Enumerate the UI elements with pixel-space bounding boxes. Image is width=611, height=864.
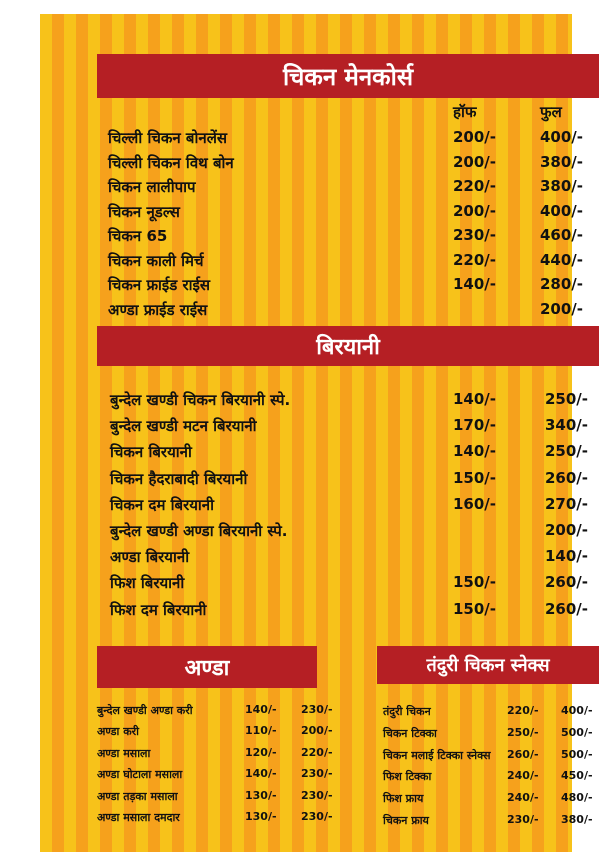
menu-item-half-price: 230/- (507, 813, 539, 826)
menu-item-full-price: 400/- (540, 128, 584, 146)
menu-item-half-price: 170/- (453, 416, 497, 435)
menu-item-half-price: 250/- (507, 725, 539, 739)
menu-item-half-price: 130/- (245, 810, 277, 823)
menu-item-full-price: 230/- (301, 703, 333, 716)
menu-item-full-price: 500/- (561, 725, 593, 739)
menu-item-name: बुन्देल खण्डी अण्डा बिरयानी स्पे. (110, 522, 288, 540)
section-title-biryani: बिरयानी (97, 326, 599, 366)
menu-item-full-price: 260/- (545, 468, 589, 487)
menu-item-full-price: 250/- (545, 390, 589, 408)
menu-item-name: तंदुरी चिकन (383, 705, 431, 718)
menu-item-name: चिकन हैदराबादी बिरयानी (110, 469, 248, 488)
menu-item-name: फिश फ्राय (383, 792, 424, 806)
menu-item-name: चिल्ली चिकन बोनलेंस (108, 129, 228, 147)
menu-item-full-price: 200/- (540, 299, 584, 318)
menu-item-name: बुन्देल खण्डी अण्डा करी (97, 704, 193, 717)
menu-item-full-price: 140/- (545, 547, 589, 566)
menu-item-half-price: 200/- (453, 201, 497, 220)
menu-item-full-price: 280/- (540, 275, 584, 293)
menu-item-name: फिश बिरयानी (110, 574, 185, 593)
menu-item-half-price: 160/- (453, 494, 497, 513)
menu-item-half-price: 140/- (453, 390, 497, 408)
menu-item-half-price: 240/- (507, 769, 539, 783)
menu-board (40, 14, 593, 852)
menu-item-half-price: 150/- (453, 599, 497, 618)
menu-item-name: चिकन बिरयानी (110, 443, 192, 462)
menu-item-name: अण्डा तड़का मसाला (97, 789, 178, 803)
menu-item-full-price: 200/- (301, 724, 333, 738)
menu-item-full-price: 480/- (561, 791, 593, 805)
menu-item-full-price: 380/- (540, 152, 584, 171)
menu-item-half-price: 200/- (453, 128, 497, 146)
menu-item-half-price: 260/- (507, 747, 539, 761)
menu-item-full-price: 260/- (545, 599, 589, 618)
menu-item-full-price: 270/- (545, 494, 589, 513)
column-header-full: फुल (540, 103, 562, 121)
menu-item-full-price: 450/- (561, 769, 593, 783)
menu-item-half-price: 220/- (453, 177, 497, 195)
menu-item-full-price: 230/- (301, 788, 333, 802)
menu-item-name: बुन्देल खण्डी मटन बिरयानी (110, 417, 257, 436)
menu-item-half-price: 130/- (245, 788, 277, 802)
menu-item-name: बुन्देल खण्डी चिकन बिरयानी स्पे. (110, 391, 291, 409)
menu-item-half-price: 140/- (453, 275, 497, 293)
menu-item-full-price: 260/- (545, 573, 589, 592)
menu-item-name: चिकन मलाई टिक्का स्नेक्स (383, 748, 491, 762)
column-header-half: हॉफ (453, 103, 477, 121)
menu-item-name: चिकन 65 (108, 227, 168, 245)
section-title-tandoori: तंदुरी चिकन स्नेक्स (377, 646, 599, 684)
menu-item-full-price: 250/- (545, 442, 589, 461)
menu-item-name: चिल्ली चिकन विथ बोन (108, 153, 234, 172)
menu-item-full-price: 200/- (545, 521, 589, 539)
menu-item-name: अण्डा मसाला दमदार (97, 811, 180, 824)
menu-item-full-price: 220/- (301, 745, 333, 759)
menu-item-half-price: 120/- (245, 745, 277, 759)
menu-item-name: अण्डा घोटाला मसाला (97, 768, 183, 782)
menu-item-half-price: 200/- (453, 152, 497, 171)
menu-item-name: चिकन फ्राय (383, 814, 429, 827)
menu-item-name: अण्डा बिरयानी (110, 548, 190, 567)
menu-item-half-price: 140/- (245, 767, 277, 781)
menu-item-name: अण्डा करी (97, 725, 139, 739)
menu-item-name: अण्डा फ्राईड राईस (108, 300, 208, 319)
menu-item-name: अण्डा मसाला (97, 746, 151, 760)
menu-item-half-price: 110/- (245, 724, 277, 738)
section-title-egg: अण्डा (97, 646, 317, 688)
menu-item-half-price: 140/- (245, 703, 277, 716)
menu-item-name: चिकन काली मिर्च (108, 251, 204, 270)
menu-item-full-price: 230/- (301, 810, 333, 823)
menu-item-name: चिकन फ्राईड राईस (108, 276, 211, 294)
menu-item-half-price: 240/- (507, 791, 539, 805)
menu-item-name: चिकन दम बिरयानी (110, 495, 215, 514)
menu-item-full-price: 460/- (540, 226, 584, 244)
menu-item-half-price: 230/- (453, 226, 497, 244)
menu-item-half-price: 150/- (453, 573, 497, 592)
menu-item-half-price: 140/- (453, 442, 497, 461)
menu-item-full-price: 440/- (540, 250, 584, 269)
menu-item-full-price: 230/- (301, 767, 333, 781)
menu-item-full-price: 380/- (540, 177, 584, 195)
menu-item-name: चिकन टिक्का (383, 726, 437, 740)
menu-item-full-price: 500/- (561, 747, 593, 761)
menu-item-full-price: 400/- (561, 704, 593, 717)
menu-item-half-price: 150/- (453, 468, 497, 487)
menu-item-name: चिकन नूडल्स (108, 202, 180, 221)
menu-item-full-price: 400/- (540, 201, 584, 220)
menu-item-name: फिश दम बिरयानी (110, 600, 207, 619)
menu-item-name: चिकन लालीपाप (108, 178, 196, 196)
menu-item-full-price: 340/- (545, 416, 589, 435)
menu-item-half-price: 220/- (453, 250, 497, 269)
menu-item-full-price: 380/- (561, 813, 593, 826)
menu-item-half-price: 220/- (507, 704, 539, 717)
menu-item-name: फिश टिक्का (383, 770, 432, 784)
section-title-main-course: चिकन मेनकोर्स (97, 54, 599, 98)
